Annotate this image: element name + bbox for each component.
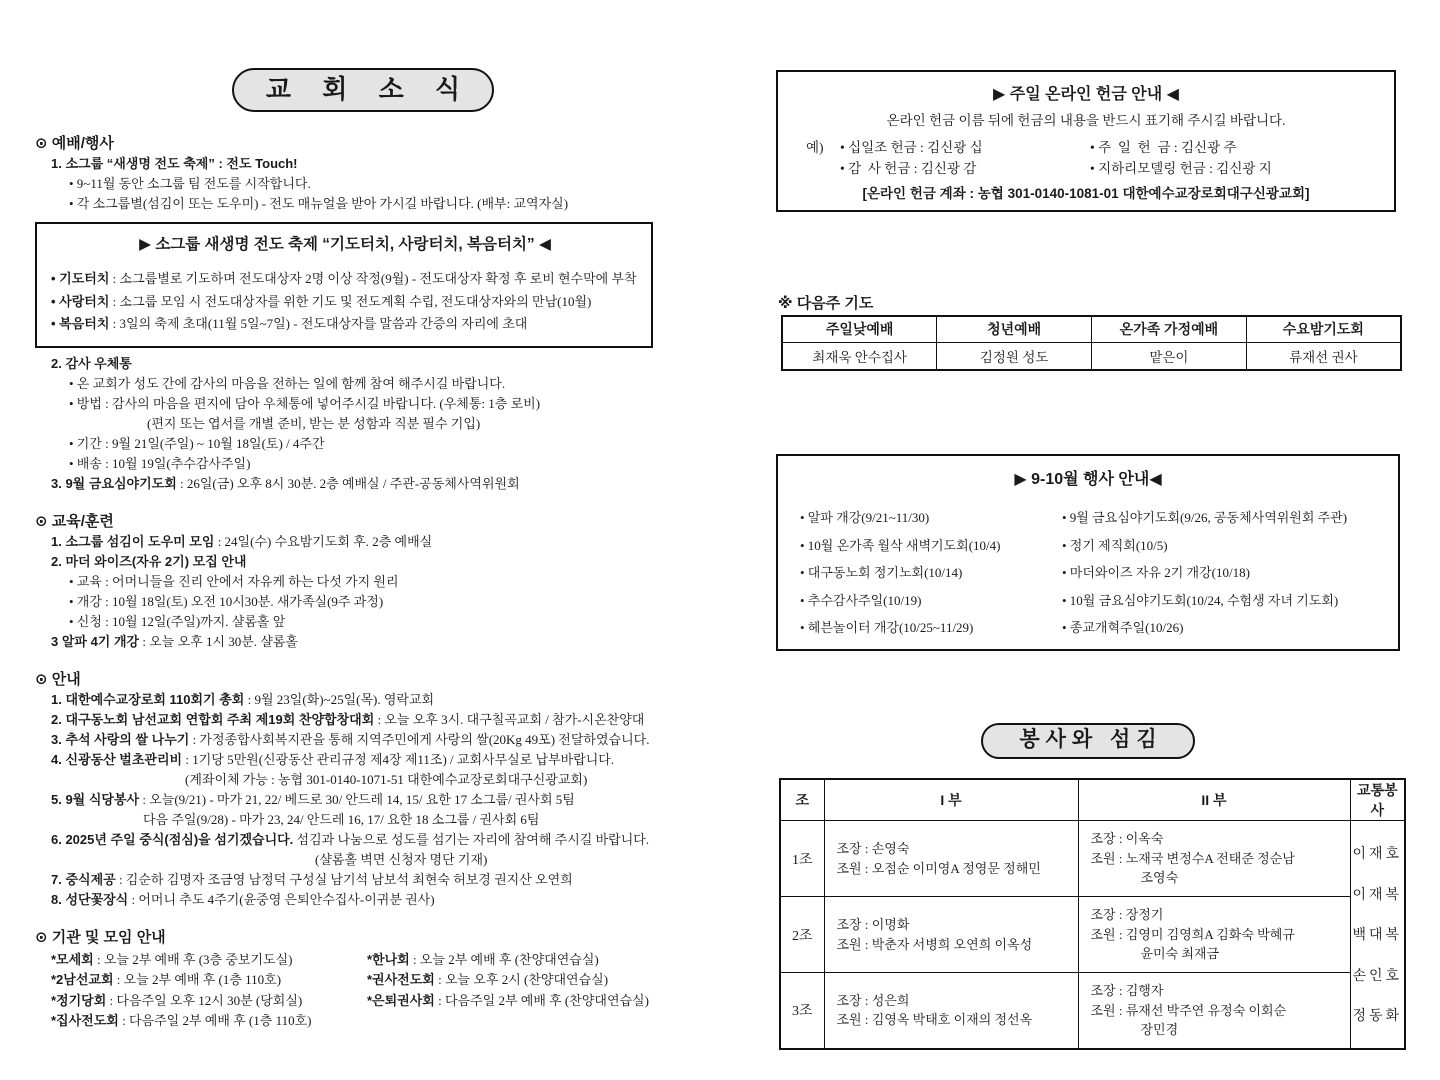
festival-row: • 사랑터치 : 소그룹 모임 시 전도대상자를 위한 기도 및 전도계획 수립, 전도대상자와의 만남(10월) [51, 293, 592, 309]
online-offering-examples [806, 137, 1366, 179]
groups-column-2 [367, 950, 691, 1032]
festival-row: • 기도터치 : 소그룹별로 기도하며 전도대상자 2명 이상 작정(9월) - 전도대상자 확정 후 로비 현수막에 부착 [51, 271, 637, 286]
notice-item: 5. 9월 식당봉사 : 오늘(9/21) - 마가 21, 22/ 베드로 30/ 안드레 14, 15/ 요한 17 소그룹/ 권사회 5팀 [51, 791, 575, 807]
service-title-pill: 봉사와 섬김 [981, 723, 1194, 759]
event-item: • 9월 금요심야기도회(9/26, 공동체사역위원회 주관) [1062, 510, 1348, 525]
example-prefix-spacer [806, 158, 840, 179]
service-header-cell: 교통봉사 [1350, 779, 1405, 821]
service-title-wrap [776, 723, 1400, 759]
section-notice-heading: ⊙ 안내 [35, 670, 81, 688]
notice-item-sub: (샬롬홀 벽면 신청자 명단 기재) [315, 851, 488, 867]
service-row-1 [780, 821, 1405, 897]
example-cell: • 감 사 헌금 : 김신광 감 [840, 161, 977, 176]
education-item-1: 1. 소그룹 섬김이 도우미 모임 : 24일(수) 수요밤기도회 후. 2층 예배실 [51, 533, 433, 549]
group-item: *2남선교회 : 오늘 2부 예배 후 (1층 110호) [51, 972, 282, 987]
groups-column-1 [35, 950, 367, 1032]
group-item: *한나회 : 오늘 2부 예배 후 (찬양대연습실) [367, 951, 599, 967]
service-header-cell: I 부 [824, 779, 1078, 821]
education-item-2-bullet: • 신청 : 10월 12일(주일)까지. 샬롬홀 앞 [69, 613, 286, 629]
events-box [776, 454, 1400, 651]
church-news-title-wrap [35, 68, 691, 112]
example-cell: • 주 일 헌 금 : 김신광 주 [1090, 140, 1237, 155]
traffic-name: 이재호 [1352, 847, 1403, 863]
service-header-cell: II 부 [1078, 779, 1350, 821]
example-cell: • 십일조 헌금 : 김신광 십 [840, 140, 983, 155]
section-worship-heading: ⊙ 예배/행사 [35, 135, 114, 152]
prayer-value-cell: 류재선 권사 [1246, 342, 1401, 370]
prayer-value-cell: 맡은이 [1092, 342, 1247, 370]
service-jo-cell: 3조 [780, 973, 824, 1049]
notice-item: 4. 신광동산 벌초관리비 : 1기당 5만원(신광동산 관리규정 제4장 제11조) / 교회사무실로 납부바랍니다. [51, 751, 615, 767]
group-item: *권사전도회 : 오늘 오후 2시 (찬양대연습실) [367, 972, 609, 987]
online-offering-title: ▶ 주일 온라인 헌금 안내 ◀ [993, 86, 1179, 103]
worship-item-2-bullet: • 온 교회가 성도 간에 감사의 마음을 전하는 일에 함께 참여 해주시길 바랍니다. [69, 375, 506, 391]
next-week-prayer-heading: ※ 다음주 기도 [778, 295, 874, 312]
worship-item-1-title: 1. 소그룹 “새생명 전도 축제” : 전도 Touch! [51, 156, 298, 171]
notice-item: 8. 성단꽃장식 : 어머니 추도 4주기(윤중영 은퇴안수집사-이귀분 권사) [51, 891, 435, 907]
festival-row: • 복음터치 : 3일의 축제 초대(11월 5일~7일) - 전도대상자를 말씀과 간증의 자리에 초대 [51, 316, 528, 331]
education-item-2-bullet: • 교육 : 어머니들을 진리 안에서 자유케 하는 다섯 가지 원리 [69, 573, 399, 589]
notice-item-sub: (계좌이체 가능 : 농협 301-0140-1071-51 대한예수교장로회대구신광교회) [185, 771, 588, 787]
service-table [779, 778, 1406, 1050]
event-item: • 알파 개강(9/21~11/30) [800, 510, 930, 525]
service-part1-cell: 조장 : 이명화 조원 : 박춘자 서병희 오연희 이옥성 [824, 897, 1078, 973]
prayer-value-row [782, 342, 1401, 370]
event-item: • 정기 제직회(10/5) [1062, 537, 1168, 553]
church-news-title-pill: 교 회 소 식 [232, 68, 494, 112]
next-week-prayer-table [781, 315, 1402, 371]
prayer-header-cell: 수요밤기도회 [1246, 316, 1401, 342]
notice-item: 1. 대한예수교장로회 110회기 총회 : 9월 23일(화)~25일(목). 영락교회 [51, 691, 435, 707]
groups-columns [35, 950, 691, 1032]
worship-item-2-bullet: • 기간 : 9월 21일(주일) ~ 10월 18일(토) / 4주간 [69, 435, 325, 451]
event-item: • 추수감사주일(10/19) [800, 592, 922, 608]
example-cell: • 지하리모델링 헌금 : 김신광 지 [1090, 161, 1272, 176]
events-box-title: ▶ 9-10월 행사 안내◀ [1014, 471, 1162, 488]
worship-item-1-bullet: • 9~11월 동안 소그룹 팀 전도를 시작합니다. [69, 176, 311, 191]
service-header-row [780, 779, 1405, 821]
traffic-name: 이재복 [1352, 887, 1403, 903]
service-part1-cell: 조장 : 성은희 조원 : 김영옥 박태호 이재의 정선옥 [824, 973, 1078, 1049]
education-item-3: 3 알파 4기 개강 : 오늘 오후 1시 30분. 샬롬홀 [51, 633, 298, 649]
prayer-header-cell: 온가족 가정예배 [1092, 316, 1247, 342]
event-item: • 10월 온가족 월삭 새벽기도회(10/4) [800, 537, 1001, 553]
event-item: • 종교개혁주일(10/26) [1062, 620, 1184, 635]
notice-item: 7. 중식제공 : 김순하 김명자 조금영 남정덕 구성실 남기석 남보석 최현숙 허보경 권지산 오연희 [51, 871, 573, 887]
online-offering-account: [온라인 헌금 계좌 : 농협 301-0140-1081-01 대한예수교장로회대구신광교회] [862, 186, 1310, 201]
example-row [806, 137, 1366, 158]
example-row [806, 158, 1366, 179]
worship-item-1-bullet: • 각 소그룹별(섬김이 또는 도우미) - 전도 매뉴얼을 받아 가시길 바랍니다. (배부: 교역자실) [69, 196, 569, 211]
service-header-cell: 조 [780, 779, 824, 821]
education-item-2-bullet: • 개강 : 10월 18일(토) 오전 10시30분. 새가족실(9주 과정) [69, 593, 384, 609]
events-columns [778, 497, 1398, 635]
service-part2-cell: 조장 : 장정기 조원 : 김영미 김영희A 김화숙 박혜규 윤미숙 최재금 [1078, 897, 1350, 973]
service-part2-cell: 조장 : 김행자 조원 : 류재선 박주연 유정숙 이회순 장민경 [1078, 973, 1350, 1049]
prayer-header-cell: 주일낮예배 [782, 316, 937, 342]
example-prefix: 예) [806, 140, 824, 155]
service-part1-cell: 조장 : 손영숙 조원 : 오점순 이미영A 정영문 정해민 [824, 821, 1078, 897]
notice-item-sub: 다음 주일(9/28) - 마가 23, 24/ 안드레 16, 17/ 요한 18 소그룹 / 권사회 6팀 [143, 811, 540, 827]
notice-item: 3. 추석 사랑의 쌀 나누기 : 가정종합사회복지관을 통해 지역주민에게 사랑의 쌀(20Kg 49포) 전달하였습니다. [51, 731, 650, 747]
service-jo-cell: 1조 [780, 821, 824, 897]
service-traffic-cell [1350, 821, 1405, 1049]
worship-item-2-bullet: • 배송 : 10월 19일(추수감사주일) [69, 455, 251, 471]
online-offering-subtitle: 온라인 헌금 이름 뒤에 헌금의 내용을 반드시 표기해 주시길 바랍니다. [886, 113, 1286, 128]
worship-item-2-continuation: (편지 또는 엽서를 개별 준비, 받는 분 성함과 직분 필수 기입) [147, 415, 481, 431]
group-item: *모세회 : 오늘 2부 예배 후 (3층 중보기도실) [51, 951, 293, 967]
worship-item-2-title: 2. 감사 우체통 [51, 355, 132, 371]
traffic-names [1351, 831, 1405, 1037]
notice-item: 2. 대구동노회 남선교회 연합회 주최 제19회 찬양합창대회 : 오늘 오후 3시. 대구칠곡교회 / 참가-시온찬양대 [51, 711, 645, 727]
education-item-2-title: 2. 마더 와이즈(자유 2기) 모집 안내 [51, 553, 247, 569]
traffic-name: 백대복 [1352, 928, 1403, 944]
service-jo-cell: 2조 [780, 897, 824, 973]
service-part2-cell: 조장 : 이옥숙 조원 : 노재국 변정수A 전태준 정순남 조영숙 [1078, 821, 1350, 897]
event-item: • 10월 금요심야기도회(10/24, 수험생 자녀 기도회) [1062, 592, 1339, 608]
events-column-2 [1058, 497, 1398, 635]
traffic-name: 손인호 [1352, 968, 1403, 984]
group-item: *집사전도회 : 다음주일 2부 예배 후 (1층 110호) [51, 1013, 312, 1028]
event-item: • 마더와이즈 자유 2기 개강(10/18) [1062, 565, 1250, 580]
prayer-value-cell: 최재욱 안수집사 [782, 342, 937, 370]
prayer-header-cell: 청년예배 [937, 316, 1092, 342]
group-item: *정기당회 : 다음주일 오후 12시 30분 (당회실) [51, 992, 303, 1008]
event-item: • 헤븐놀이터 개강(10/25~11/29) [800, 620, 974, 635]
online-offering-box [776, 70, 1396, 212]
left-column [35, 0, 691, 1032]
festival-box [35, 222, 653, 348]
festival-box-title: ▶ 소그룹 새생명 전도 축제 “기도터치, 사랑터치, 복음터치” ◀ [139, 236, 551, 253]
traffic-name: 정동화 [1352, 1009, 1403, 1025]
worship-item-2-bullet: • 방법 : 감사의 마음을 편지에 담아 우체통에 넣어주시길 바랍니다. (우체통: 1층 로비) [69, 395, 541, 411]
prayer-value-cell: 김정원 성도 [937, 342, 1092, 370]
worship-item-3: 3. 9월 금요심야기도회 : 26일(금) 오후 8시 30분. 2층 예배실 / 주관-공동체사역위원회 [51, 475, 520, 491]
group-item: *은퇴권사회 : 다음주일 2부 예배 후 (찬양대연습실) [367, 992, 649, 1008]
notice-item: 6. 2025년 주일 중식(점심)을 섬기겠습니다. 섬김과 나눔으로 성도를 섬기는 자리에 참여해 주시길 바랍니다. [51, 831, 650, 847]
prayer-header-row [782, 316, 1401, 342]
section-education-heading: ⊙ 교육/훈련 [35, 512, 114, 530]
service-row-2 [780, 897, 1405, 973]
event-item: • 대구동노회 정기노회(10/14) [800, 565, 963, 580]
events-column-1 [778, 497, 1058, 635]
service-row-3 [780, 973, 1405, 1049]
section-groups-heading: ⊙ 기관 및 모임 안내 [35, 928, 166, 946]
